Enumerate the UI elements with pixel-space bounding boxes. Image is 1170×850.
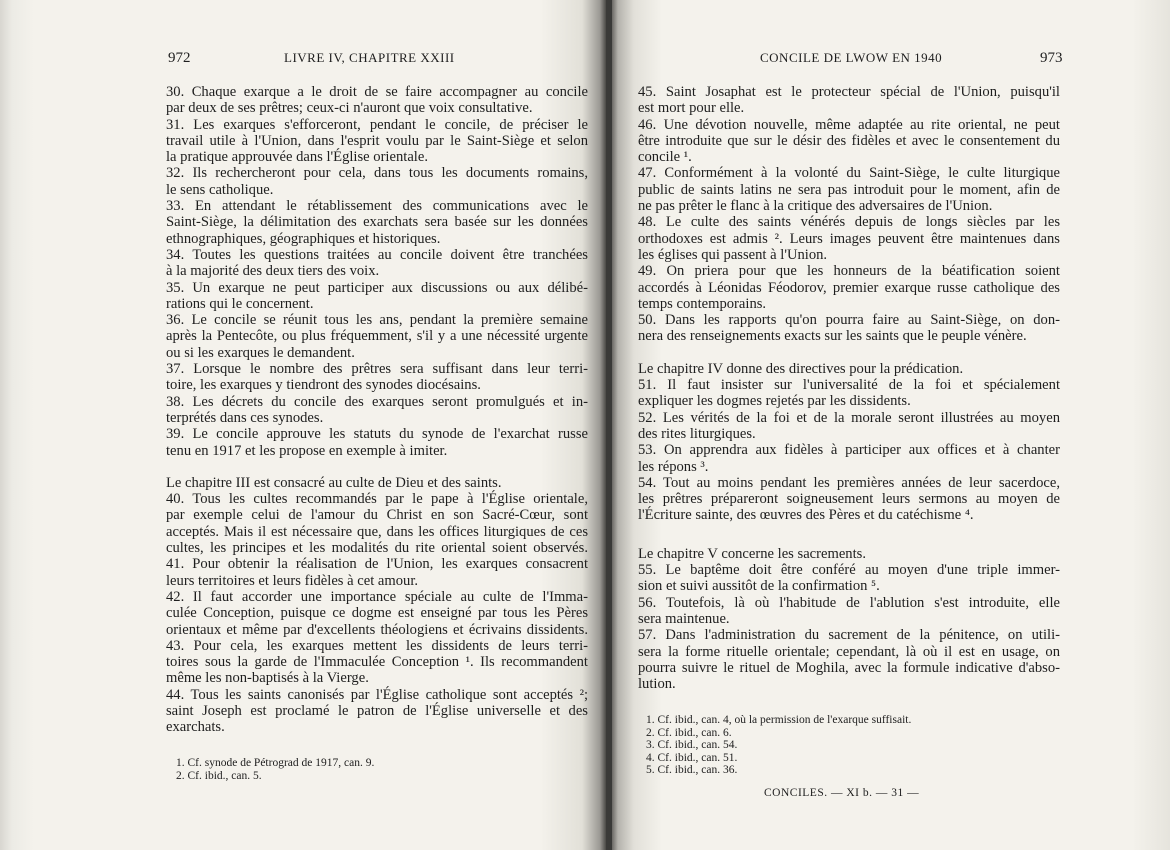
text-line: 48. Le culte des saints vénérés depuis de longs siècles par les [638,214,1060,231]
footnote: 3. Cf. ibid., can. 54. [646,739,738,752]
right-footnotes [646,714,911,777]
text-line: temps contemporains. [638,295,767,312]
text-line: la pratique approuvée dans l'Église orientale. [166,149,428,166]
chapter-intro-line: Le chapitre IV donne des directives pour la prédication. [638,360,964,377]
text-line: ou si les exarques le demandent. [166,344,355,361]
text-line: 55. Le baptême doit être conféré au moyen d'une triple immer- [638,562,1060,579]
text-line: 33. En attendant le rétablissement des communications avec le [166,198,588,215]
text-line: 35. Un exarque ne peut participer aux discussions ou aux délibé- [166,279,588,296]
text-line: lution. [638,676,676,693]
text-line: après la Pentecôte, ou plus fréquemment, s'il y a une nécessité urgente [166,328,588,345]
text-line: 57. Dans l'administration du sacrement de la pénitence, on utili- [638,627,1060,644]
footnote: 5. Cf. ibid., can. 36. [646,764,738,777]
right-page-number: 973 [1040,50,1063,66]
text-line: 50. Dans les rapports qu'on pourra faire au Saint-Siège, on don- [638,312,1060,329]
text-line: terprétés dans ces synodes. [166,409,324,426]
text-line: 31. Les exarques s'efforceront, pendant le concile, de préciser le [166,116,588,133]
text-line: saint Joseph est proclamé le patron de l'Église universelle et des [166,702,588,719]
text-line: 42. Il faut accorder une importance spéciale au culte de l'Imma- [166,588,588,605]
text-line: 49. On priera pour que les honneurs de la béatification soient [638,263,1060,280]
text-line: même les non-baptisés à la Vierge. [166,670,369,687]
footnote: 4. Cf. ibid., can. 51. [646,751,738,764]
text-line: exarchats. [166,719,225,736]
text-line: par exemple celui de l'amour du Christ en son Sacré-Cœur, sont [166,507,588,524]
text-line: sion et suivi aussitôt de la confirmation ⁵. [638,578,880,595]
text-line: 41. Pour obtenir la réalisation de l'Union, les exarques consacrent [166,556,588,573]
text-line: 43. Pour cela, les exarques mettent les dissidents de leurs terri- [166,637,588,654]
text-line: être introduite que sur le désir des fidèles et avec le consentement du [638,132,1060,149]
text-line: 54. Tout au moins pendant les premières années de leur sacerdoce, [638,474,1060,491]
text-line: concile ¹. [638,149,692,166]
text-line: cultes, les principes et les modalités du rite oriental soient observés. [166,540,588,557]
text-line: Saint-Siège, la délimitation des exarchats sera basée sur les données [166,214,588,231]
text-line: sera la forme rituelle orientale; cependant, là où il est en usage, on [638,643,1060,660]
chapter-intro-line: Le chapitre V concerne les sacrements. [638,545,866,562]
left-page-number: 972 [168,50,191,66]
text-line: sera maintenue. [638,610,730,627]
right-page [612,0,1170,850]
text-line: 44. Tous les saints canonisés par l'Église catholique sont acceptés ²; [166,686,588,703]
text-line: accordés à Léonidas Féodorov, premier exarque russe catholique des [638,279,1060,296]
left-footnotes [176,757,374,782]
text-line: acceptés. Mais il est nécessaire que, dans les offices liturgiques de ces [166,523,588,540]
left-body-text [166,84,588,736]
right-body-text [638,84,1060,692]
text-line: 47. Conformément à la volonté du Saint-Siège, le culte liturgique [638,165,1060,182]
text-line: les églises qui passent à l'Union. [638,246,828,263]
text-line: ne pas prêter le flanc à la critique des adversaires de l'Union. [638,198,993,215]
text-line: expliquer les dogmes rejetés par les dissidents. [638,393,911,410]
text-line: l'Écriture sainte, des œuvres des Pères et du catéchisme ⁴. [638,507,974,524]
text-line: le sens catholique. [166,181,274,198]
text-line: 45. Saint Josaphat est le protecteur spécial de l'Union, puisqu'il [638,84,1060,100]
text-line: travail utile à l'Union, dans l'esprit voulu par le Saint-Siège et selon [166,132,588,149]
text-line: 56. Toutefois, là où l'habitude de l'ablution s'est introduite, elle [638,594,1060,611]
footnote: 2. Cf. ibid., can. 6. [646,726,732,739]
text-line: 46. Une dévotion nouvelle, même adaptée au rite oriental, ne peut [638,116,1060,133]
text-line: 40. Tous les cultes recommandés par le pape à l'Église orientale, [166,491,588,508]
footnote: 2. Cf. ibid., can. 5. [176,769,262,782]
text-line: pourra suivre le rituel de Moghila, avec la formule indicative d'abso- [638,659,1060,676]
text-line: ethnographiques, géographiques et historiques. [166,230,441,247]
text-line: des rites liturgiques. [638,425,756,442]
signature-footer: CONCILES. — XI b. — 31 — [764,787,920,799]
text-line: 30. Chaque exarque a le droit de se faire accompagner au concile [166,84,588,100]
text-line: tenu en 1917 et les propose en exemple à imiter. [166,442,448,459]
left-running-head: LIVRE IV, CHAPITRE XXIII [284,50,455,65]
text-line: 32. Ils rechercheront pour cela, dans tous les documents romains, [166,165,588,182]
text-line: orthodoxes est admis ². Leurs images peuvent être maintenues dans [638,230,1060,247]
text-line: 52. Les vérités de la foi et de la morale seront illustrées au moyen [638,409,1060,426]
text-line: orientaux et même par d'excellents théologiens et écrivains dissidents. [166,621,588,638]
text-line: toires sous la garde de l'Immaculée Conception ¹. Ils recommandent [166,654,588,671]
text-line: rations qui le concernent. [166,295,314,312]
text-line: 39. Le concile approuve les statuts du synode de l'exarchat russe [166,426,588,443]
text-line: toire, les exarques y tiendront des synodes diocésains. [166,377,481,394]
text-line: nera des renseignements exacts sur les saints que le peuple vénère. [638,328,1027,345]
right-running-head: CONCILE DE LWOW EN 1940 [760,50,943,65]
text-line: 34. Toutes les questions traitées au concile doivent être tranchées [166,246,588,263]
text-line: public de saints latins ne sera pas introduit pour le moment, afin de [638,181,1060,198]
text-line: est mort pour elle. [638,100,745,117]
text-line: les prêtres prépareront soigneusement leurs sermons au moyen de [638,491,1060,508]
text-line: par deux de ses prêtres; ceux-ci n'auront que voix consultative. [166,100,533,117]
text-line: culée Conception, puisque ce dogme est enseigné par tous les Pères [166,605,588,622]
text-line: 53. On apprendra aux fidèles à participer aux offices et à chanter [638,442,1060,459]
text-line: à la majorité des deux tiers des voix. [166,263,380,280]
text-line: leurs territoires et leurs fidèles à cet amour. [166,572,419,589]
footnote: 1. Cf. synode de Pétrograd de 1917, can. 9. [176,757,375,769]
text-line: les répons ³. [638,458,709,475]
text-line: 36. Le concile se réunit tous les ans, pendant la première semaine [166,312,588,329]
text-line: 37. Lorsque le nombre des prêtres sera suffisant dans leur terri- [166,361,588,378]
text-line: 38. Les décrets du concile des exarques seront promulgués et in- [166,393,588,410]
chapter-intro-line: Le chapitre III est consacré au culte de Dieu et des saints. [166,474,502,491]
footnote: 1. Cf. ibid., can. 4, où la permission de l'exarque suffisait. [646,714,912,726]
text-line: 51. Il faut insister sur l'universalité de la foi et spécialement [638,377,1060,394]
